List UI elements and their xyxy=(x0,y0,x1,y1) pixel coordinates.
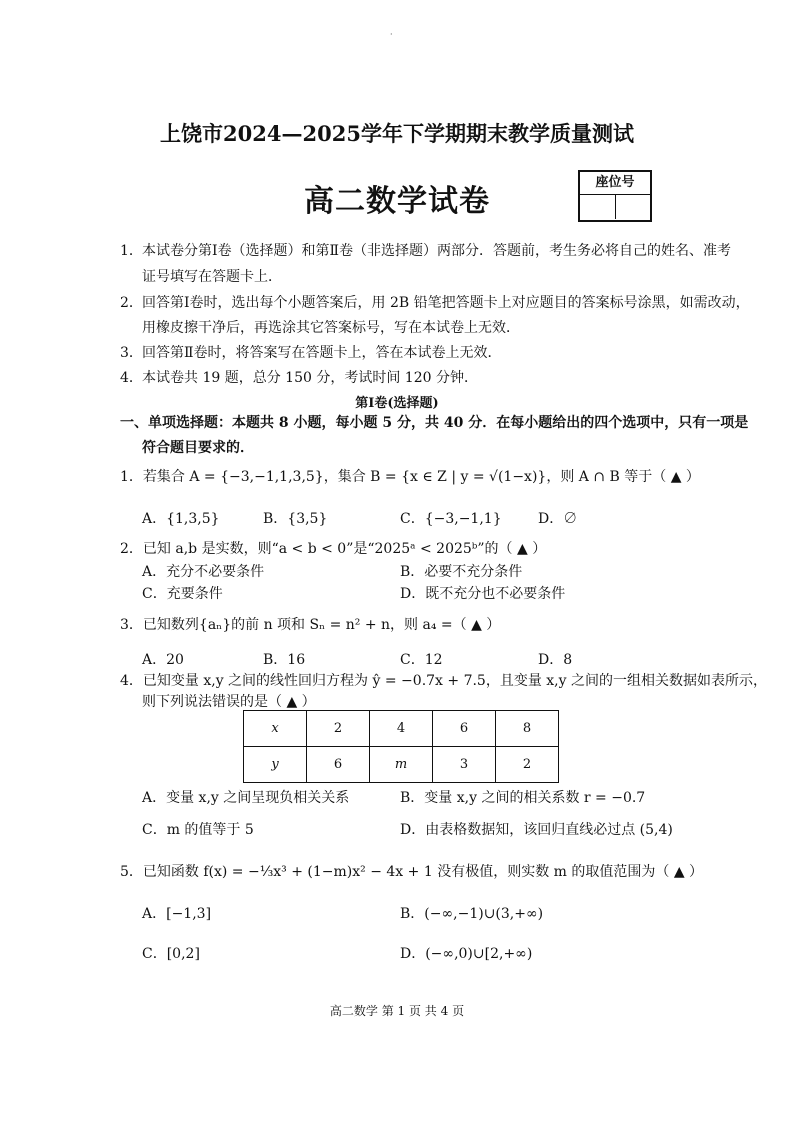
note-3-line1: 回答第Ⅱ卷时，将答案写在答题卡上，答在本试卷上无效． xyxy=(142,345,502,361)
q5-option-d: D．(−∞,0)∪[2,+∞) xyxy=(400,946,533,962)
note-4-num: 4． xyxy=(120,370,143,386)
q2-stem: 2．已知 a,b 是实数，则“a < b < 0”是“2025ᵃ < 2025ᵇ”的（ ▲ ） xyxy=(120,541,547,557)
q4-option-b: B．变量 x,y 之间的相关系数 r = −0.7 xyxy=(400,790,646,806)
section1-line2: 符合题目要求的． xyxy=(142,440,254,456)
table-row-x xyxy=(244,711,559,747)
q3-option-c: C．12 xyxy=(400,652,443,668)
part1-title: 第Ⅰ卷(选择题) xyxy=(355,396,439,411)
q3-stem: 3．已知数列{aₙ}的前 n 项和 Sₙ = n² + n，则 a₄ =（ ▲ ） xyxy=(120,617,501,633)
q3-option-a: A．20 xyxy=(142,652,184,668)
table-cell: 4 xyxy=(370,711,433,747)
table-cell: y xyxy=(244,747,307,783)
table-cell: 6 xyxy=(433,711,496,747)
q1-option-c: C．{−3,−1,1} xyxy=(400,511,502,527)
page-footer: 高二数学 第 1 页 共 4 页 xyxy=(329,1004,465,1018)
exam-subtitle: 高二数学试卷 xyxy=(304,184,490,219)
note-1-line2: 证号填写在答题卡上． xyxy=(142,269,282,285)
q4-data-table xyxy=(243,710,559,783)
q4-option-c: C．m 的值等于 5 xyxy=(142,822,254,838)
table-cell: 2 xyxy=(496,747,559,783)
q2-option-b: B．必要不充分条件 xyxy=(400,564,523,580)
exam-title: 上饶市2024—2025学年下学期期末教学质量测试 xyxy=(160,121,634,146)
note-1-num: 1． xyxy=(120,243,143,259)
table-cell: 6 xyxy=(307,747,370,783)
seat-number-box xyxy=(578,170,652,222)
q5-option-a: A．[−1,3] xyxy=(142,906,212,922)
table-cell: m xyxy=(370,747,433,783)
table-row-y xyxy=(244,747,559,783)
top-mark: · xyxy=(390,30,393,39)
q3-option-d: D．8 xyxy=(538,652,573,668)
note-4-line1: 本试卷共 19 题，总分 150 分，考试时间 120 分钟． xyxy=(142,370,478,386)
q5-option-b: B．(−∞,−1)∪(3,+∞) xyxy=(400,906,544,922)
note-2-line2: 用橡皮擦干净后，再选涂其它答案标号，写在本试卷上无效． xyxy=(142,320,520,336)
seat-cell-left xyxy=(580,195,615,219)
note-1-line1: 本试卷分第Ⅰ卷（选择题）和第Ⅱ卷（非选择题）两部分．答题前，考生务必将自己的姓名、准考 xyxy=(142,243,732,259)
table-cell: 8 xyxy=(496,711,559,747)
q5-option-c: C．[0,2] xyxy=(142,946,200,962)
q5-stem: 5．已知函数 f(x) = −⅓x³ + (1−m)x² − 4x + 1 没有极值，则实数 m 的取值范围为（ ▲ ） xyxy=(120,864,704,880)
table-cell: x xyxy=(244,711,307,747)
q4-option-d: D．由表格数据知，该回归直线必过点 (5,4) xyxy=(400,822,673,838)
q1-option-b: B．{3,5} xyxy=(263,511,328,527)
table-cell: 3 xyxy=(433,747,496,783)
note-2-num: 2． xyxy=(120,295,143,311)
note-2-line1: 回答第Ⅰ卷时，选出每个小题答案后，用 2B 铅笔把答题卡上对应题目的答案标号涂黑，如需改动， xyxy=(142,295,750,311)
q2-option-d: D．既不充分也不必要条件 xyxy=(400,586,566,602)
table-cell: 2 xyxy=(307,711,370,747)
q1-option-a: A．{1,3,5} xyxy=(142,511,220,527)
q4-stem-line1: 4．已知变量 x,y 之间的线性回归方程为 ŷ = −0.7x + 7.5，且变量 x,y 之间的一组相关数据如表所示， xyxy=(120,673,767,689)
q4-stem-line2: 则下列说法错误的是（ ▲ ） xyxy=(142,694,316,710)
q4-option-a: A．变量 x,y 之间呈现负相关关系 xyxy=(142,790,350,806)
q2-option-a: A．充分不必要条件 xyxy=(142,564,265,580)
section1-line1: 一、单项选择题：本题共 8 小题，每小题 5 分，共 40 分．在每小题给出的四个选项中，只有一项是 xyxy=(120,415,749,431)
note-3-num: 3． xyxy=(120,345,143,361)
q3-option-b: B．16 xyxy=(263,652,306,668)
seat-number-label: 座位号 xyxy=(580,172,650,195)
q2-option-c: C．充要条件 xyxy=(142,586,223,602)
q1-stem: 1．若集合 A = {−3,−1,1,3,5}，集合 B = {x ∈ Z | y = √(1−x)}，则 A ∩ B 等于（ ▲ ） xyxy=(120,469,700,485)
seat-cell-right xyxy=(615,195,651,219)
q1-option-d: D．∅ xyxy=(538,511,578,527)
